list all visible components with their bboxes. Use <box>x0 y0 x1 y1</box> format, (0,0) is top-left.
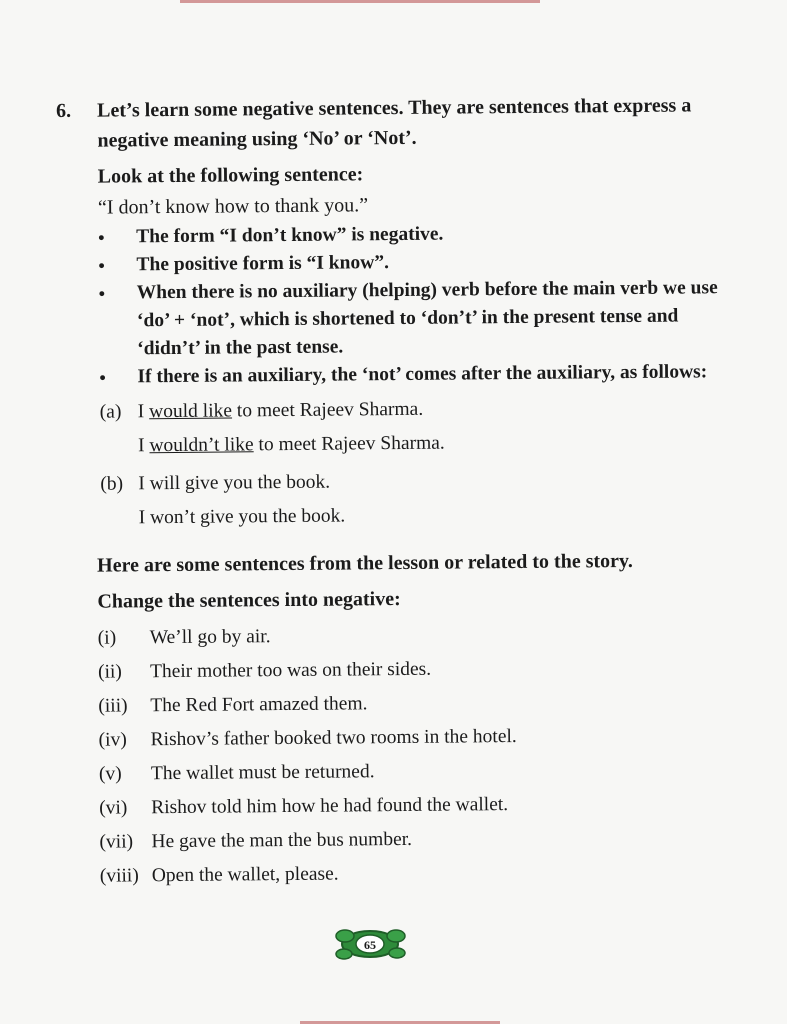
bullet-list <box>98 218 728 391</box>
example-a-line1-pre: I <box>137 401 150 423</box>
turtle-logo-icon <box>330 922 410 964</box>
example-a-line1-underlined: would like <box>149 400 233 423</box>
example-a-line2-post: to meet Rajeev Sharma. <box>253 432 445 456</box>
item-number: (ii) <box>97 661 122 683</box>
list-item <box>99 752 732 792</box>
page-edge-top <box>180 0 540 3</box>
example-a-label: (a) <box>99 401 122 423</box>
item-text: The Red Fort amazed them. <box>150 693 368 717</box>
example-b-line1 <box>100 462 729 501</box>
example-a-line1 <box>100 390 729 429</box>
item-number: (iii) <box>98 695 128 717</box>
bullet-item <box>99 358 728 391</box>
bullet-icon: • <box>99 367 106 388</box>
exercise-content <box>56 90 733 894</box>
item-number: (iv) <box>98 729 127 751</box>
section-line-1: Here are some sentences from the lesson or related to the story. <box>97 549 633 577</box>
item-text: Open the wallet, please. <box>151 863 339 887</box>
item-text: Their mother too was on their sides. <box>149 658 432 683</box>
example-a-line2-pre: I <box>137 435 150 457</box>
list-item <box>99 820 732 860</box>
bullet-icon: • <box>98 227 105 248</box>
item-text: He gave the man the bus number. <box>151 828 413 853</box>
list-item <box>98 650 731 690</box>
example-a-line2-underlined: wouldn’t like <box>149 434 254 457</box>
question-intro-row <box>56 90 726 156</box>
bullet-text: If there is an auxiliary, the ‘not’ comes after the auxiliary, as follows: <box>137 361 708 388</box>
example-b-line2: I won’t give you the book. <box>138 505 346 529</box>
item-text: Rishov’s father booked two rooms in the hotel. <box>150 726 517 751</box>
question-number: 6. <box>56 99 72 122</box>
item-number: (i) <box>97 627 117 649</box>
example-b-line1-text: I will give you the book. <box>138 471 331 495</box>
list-item <box>98 616 731 656</box>
bullet-text: When there is no auxiliary (helping) verb before the main verb we use ‘do’ + ‘not’, which is shortened to ‘don’t’ in the present tense and ‘didn’t’ in the past tense. <box>136 277 718 360</box>
section-line-2: Change the sentences into negative: <box>97 588 401 613</box>
example-quote: “I don’t know how to thank you.” <box>97 194 369 219</box>
example-b-label: (b) <box>100 473 124 495</box>
bullet-text: The form “I don’t know” is negative. <box>136 223 444 248</box>
item-text: Rishov told him how he had found the wallet. <box>151 794 509 819</box>
example-a-line2 <box>138 424 729 463</box>
list-item <box>99 786 732 826</box>
item-number: (v) <box>98 763 122 785</box>
turtle-logo-svg <box>330 922 410 964</box>
exercise-items <box>98 616 733 894</box>
item-number: (vi) <box>99 797 128 819</box>
item-text: The wallet must be returned. <box>150 761 375 785</box>
page-number: 65 <box>364 938 376 952</box>
item-number: (viii) <box>99 865 139 887</box>
look-heading: Look at the following sentence: <box>97 163 364 188</box>
item-number: (vii) <box>99 831 134 853</box>
list-item <box>98 718 731 758</box>
bullet-icon: • <box>98 255 105 276</box>
bullet-icon: • <box>98 283 106 304</box>
item-text: We’ll go by air. <box>149 626 271 649</box>
example-a-line1-post: to meet Rajeev Sharma. <box>231 398 424 422</box>
example-b <box>100 462 730 535</box>
question-intro: Let’s learn some negative sentences. They are sentences that express a negative meaning using ‘No’ or ‘Not’. <box>97 94 692 152</box>
list-item <box>98 684 731 724</box>
bullet-item <box>99 274 729 363</box>
section-instructions <box>97 542 731 620</box>
bullet-text: The positive form is “I know”. <box>136 252 389 276</box>
list-item <box>100 854 733 894</box>
example-a <box>100 390 730 463</box>
